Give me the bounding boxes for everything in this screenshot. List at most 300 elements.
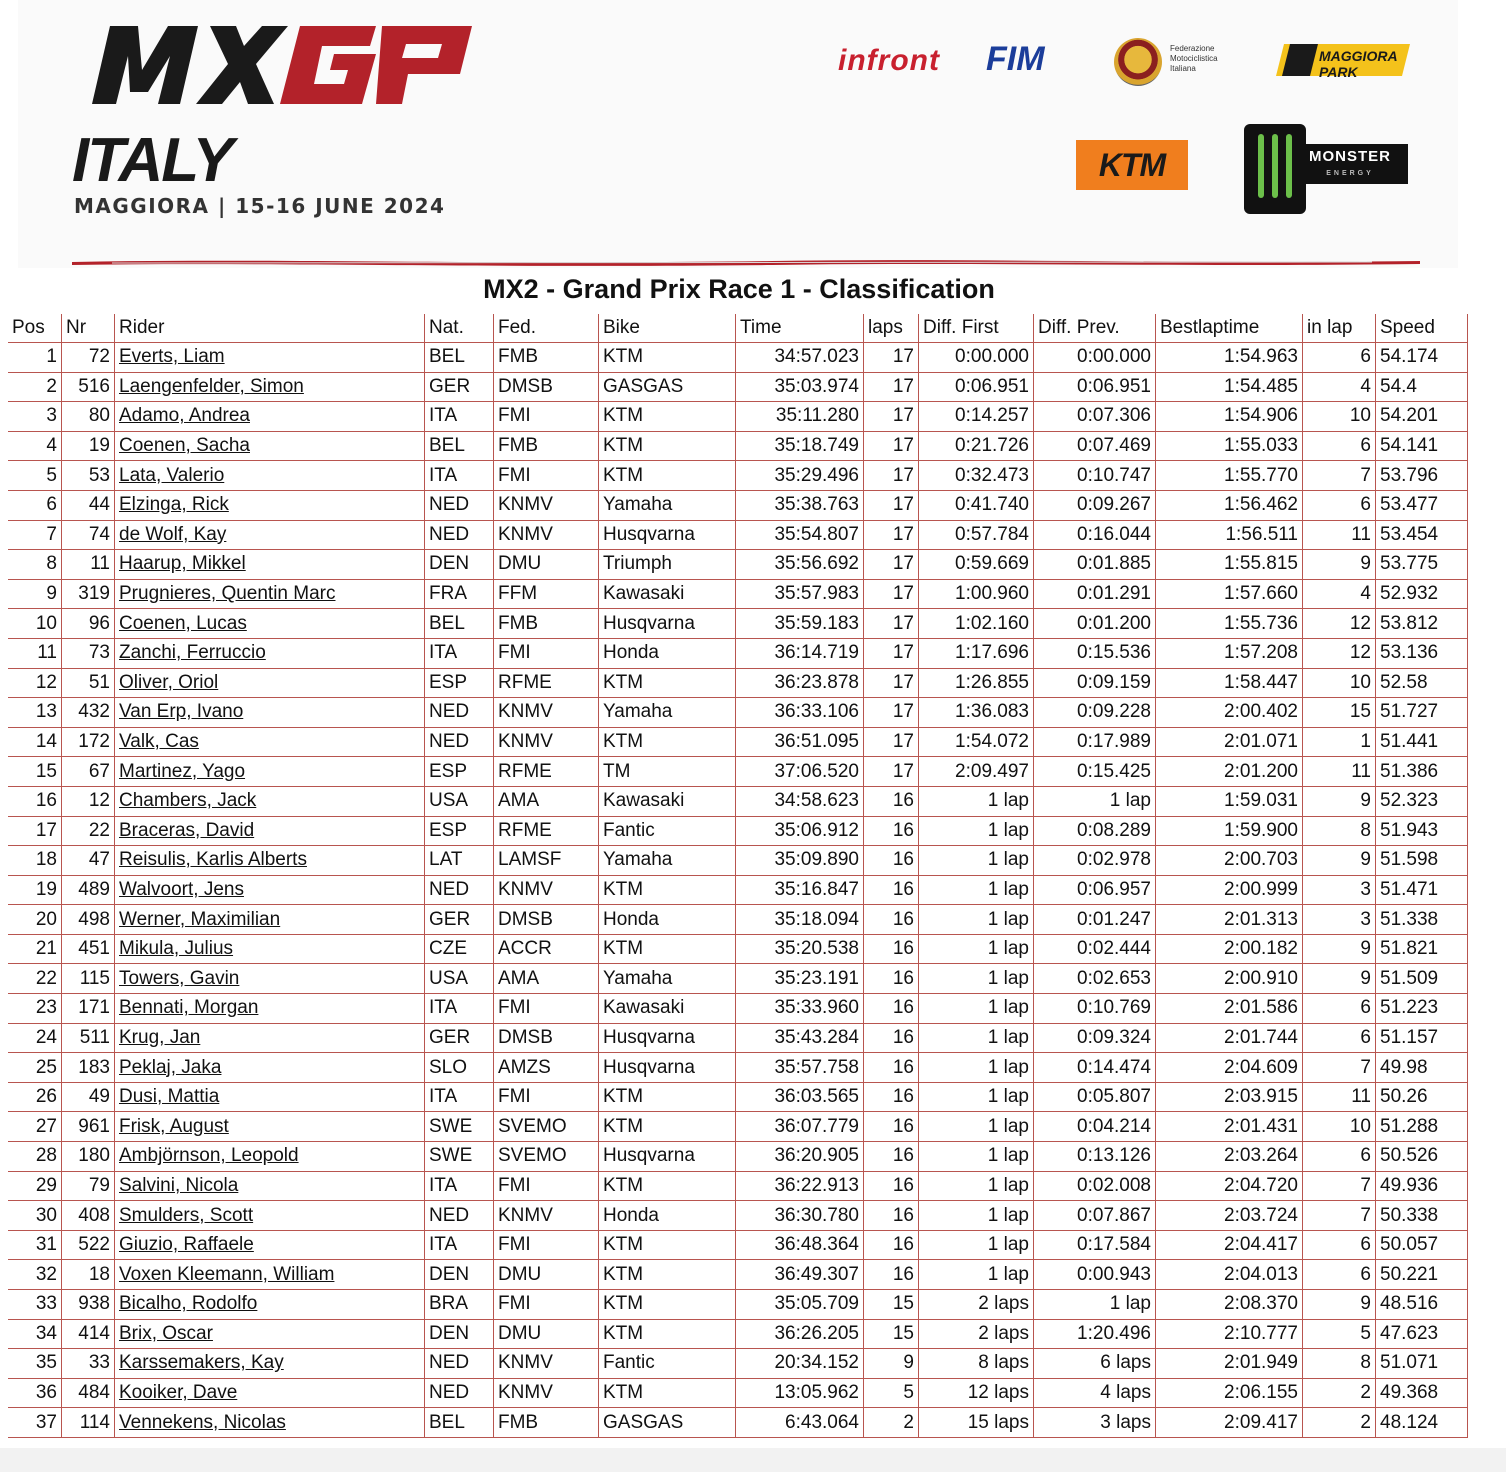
rider-link[interactable]: Werner, Maximilian [119,908,281,930]
table-row [8,757,1468,787]
cell-time: 36:51.095 [736,728,864,758]
cell-bestlaptime: 2:01.313 [1156,905,1303,935]
cell-nr: 79 [62,1172,115,1202]
cell-time: 35:54.807 [736,521,864,551]
header-divider-stripe [72,254,1420,270]
cell-laps: 2 [864,1408,919,1438]
rider-link[interactable]: Lata, Valerio [119,464,225,486]
cell-diff-first: 1:36.083 [919,698,1034,728]
cell-speed: 51.288 [1376,1112,1468,1142]
cell-diff-prev: 0:06.951 [1034,373,1156,403]
cell-pos: 22 [8,964,62,994]
cell-laps: 16 [864,1112,919,1142]
cell-diff-first: 1 lap [919,1260,1034,1290]
cell-bike: KTM [599,432,736,462]
cell-rider [115,609,425,639]
cell-pos: 5 [8,461,62,491]
rider-link[interactable]: Reisulis, Karlis Alberts [119,849,307,871]
fmi-logo-text: Federazione Motociclistica Italiana [1170,44,1218,73]
cell-bestlaptime: 2:03.264 [1156,1142,1303,1172]
cell-bike: KTM [599,1231,736,1261]
cell-speed: 54.201 [1376,402,1468,432]
cell-bike: KTM [599,1290,736,1320]
rider-link[interactable]: Voxen Kleemann, William [119,1263,335,1285]
cell-diff-prev: 0:07.306 [1034,402,1156,432]
rider-link[interactable]: Mikula, Julius [119,938,234,960]
table-row [8,1379,1468,1409]
cell-laps: 16 [864,1083,919,1113]
cell-bike: KTM [599,1112,736,1142]
table-row [8,817,1468,847]
cell-fed: FMB [494,1408,599,1438]
cell-time: 36:30.780 [736,1201,864,1231]
cell-in-lap: 2 [1303,1379,1376,1409]
cell-bestlaptime: 1:56.511 [1156,521,1303,551]
cell-pos: 31 [8,1231,62,1261]
cell-speed: 51.223 [1376,994,1468,1024]
cell-nat: NED [425,1379,494,1409]
cell-nr: 67 [62,757,115,787]
cell-fed: RFME [494,817,599,847]
rider-link[interactable]: Towers, Gavin [119,967,240,989]
cell-pos: 4 [8,432,62,462]
cell-nr: 414 [62,1320,115,1350]
cell-laps: 16 [864,817,919,847]
cell-bike: Husqvarna [599,1024,736,1054]
cell-bestlaptime: 2:01.586 [1156,994,1303,1024]
cell-rider [115,1408,425,1438]
cell-diff-prev: 0:07.469 [1034,432,1156,462]
rider-link[interactable]: Coenen, Lucas [119,612,247,634]
col-header-bestlaptime: Bestlaptime [1156,314,1303,343]
cell-in-lap: 11 [1303,521,1376,551]
rider-link[interactable]: Van Erp, Ivano [119,701,244,723]
cell-rider [115,994,425,1024]
cell-rider [115,669,425,699]
rider-link[interactable]: Prugnieres, Quentin Marc [119,583,336,605]
cell-rider [115,905,425,935]
rider-link[interactable]: Giuzio, Raffaele [119,1234,254,1256]
cell-time: 36:26.205 [736,1320,864,1350]
cell-bike: KTM [599,876,736,906]
rider-link[interactable]: Salvini, Nicola [119,1174,239,1196]
cell-bike: Husqvarna [599,609,736,639]
rider-link[interactable]: Vennekens, Nicolas [119,1411,286,1433]
cell-nr: 432 [62,698,115,728]
cell-time: 36:33.106 [736,698,864,728]
cell-nat: GER [425,1024,494,1054]
cell-in-lap: 3 [1303,905,1376,935]
cell-bike: Fantic [599,1349,736,1379]
cell-speed: 50.338 [1376,1201,1468,1231]
cell-speed: 51.598 [1376,846,1468,876]
cell-speed: 50.057 [1376,1231,1468,1261]
cell-bike: KTM [599,1172,736,1202]
cell-rider [115,1231,425,1261]
cell-nat: ESP [425,757,494,787]
cell-bestlaptime: 2:00.999 [1156,876,1303,906]
rider-link[interactable]: Dusi, Mattia [119,1086,220,1108]
cell-in-lap: 9 [1303,935,1376,965]
cell-diff-first: 2:09.497 [919,757,1034,787]
cell-in-lap: 12 [1303,639,1376,669]
rider-link[interactable]: Laengenfelder, Simon [119,375,304,397]
col-header-diff-first: Diff. First [919,314,1034,343]
cell-time: 35:33.960 [736,994,864,1024]
cell-bestlaptime: 1:55.815 [1156,550,1303,580]
cell-time: 35:09.890 [736,846,864,876]
cell-diff-prev: 0:02.444 [1034,935,1156,965]
cell-bestlaptime: 1:57.660 [1156,580,1303,610]
rider-link[interactable]: Chambers, Jack [119,790,257,812]
rider-link[interactable]: Peklaj, Jaka [119,1056,222,1078]
cell-nat: NED [425,698,494,728]
cell-rider [115,432,425,462]
rider-link[interactable]: Frisk, August [119,1115,229,1137]
cell-nr: 522 [62,1231,115,1261]
cell-speed: 49.368 [1376,1379,1468,1409]
cell-speed: 53.796 [1376,461,1468,491]
cell-nr: 12 [62,787,115,817]
cell-in-lap: 8 [1303,817,1376,847]
rider-link[interactable]: Zanchi, Ferruccio [119,642,266,664]
rider-link[interactable]: Krug, Jan [119,1026,201,1048]
cell-time: 36:49.307 [736,1260,864,1290]
cell-bestlaptime: 2:00.182 [1156,935,1303,965]
cell-speed: 49.936 [1376,1172,1468,1202]
cell-fed: KNMV [494,728,599,758]
cell-nr: 19 [62,432,115,462]
cell-bike: GASGAS [599,373,736,403]
cell-diff-prev: 1 lap [1034,1290,1156,1320]
cell-nr: 49 [62,1083,115,1113]
cell-bestlaptime: 1:54.906 [1156,402,1303,432]
cell-pos: 3 [8,402,62,432]
cell-time: 35:56.692 [736,550,864,580]
rider-link[interactable]: Ambjörnson, Leopold [119,1145,299,1167]
cell-fed: FMI [494,461,599,491]
page-bottom-band [0,1448,1506,1472]
cell-nat: SWE [425,1112,494,1142]
cell-bike: Kawasaki [599,787,736,817]
table-row [8,1260,1468,1290]
monster-energy-wordmark: MONSTER ENERGY [1292,144,1408,184]
cell-nr: 114 [62,1408,115,1438]
cell-rider [115,343,425,373]
cell-nat: NED [425,1201,494,1231]
rider-link[interactable]: Haarup, Mikkel [119,553,246,575]
cell-in-lap: 10 [1303,402,1376,432]
cell-nr: 44 [62,491,115,521]
table-row [8,876,1468,906]
cell-speed: 51.727 [1376,698,1468,728]
cell-in-lap: 9 [1303,1290,1376,1320]
cell-laps: 17 [864,609,919,639]
cell-nat: NED [425,728,494,758]
cell-rider [115,935,425,965]
monster-energy-logo [1244,124,1408,216]
rider-link[interactable]: Kooiker, Dave [119,1382,238,1404]
cell-in-lap: 4 [1303,580,1376,610]
cell-pos: 33 [8,1290,62,1320]
cell-pos: 7 [8,521,62,551]
cell-nr: 47 [62,846,115,876]
cell-pos: 21 [8,935,62,965]
cell-nat: ITA [425,1172,494,1202]
table-row [8,1349,1468,1379]
cell-speed: 51.821 [1376,935,1468,965]
cell-fed: FMI [494,402,599,432]
cell-pos: 11 [8,639,62,669]
cell-bestlaptime: 2:03.724 [1156,1201,1303,1231]
cell-fed: DMU [494,1320,599,1350]
cell-nr: 516 [62,373,115,403]
cell-speed: 48.124 [1376,1408,1468,1438]
classification-table-body [8,343,1468,1438]
cell-laps: 16 [864,1024,919,1054]
cell-in-lap: 6 [1303,1024,1376,1054]
cell-diff-prev: 0:01.291 [1034,580,1156,610]
ktm-logo: KTM [1076,140,1188,190]
cell-in-lap: 6 [1303,1260,1376,1290]
cell-in-lap: 2 [1303,1408,1376,1438]
cell-bike: Honda [599,1201,736,1231]
cell-laps: 16 [864,787,919,817]
rider-link[interactable]: Coenen, Sacha [119,435,250,457]
cell-bike: KTM [599,402,736,432]
cell-rider [115,1260,425,1290]
cell-diff-prev: 0:02.978 [1034,846,1156,876]
cell-diff-prev: 1 lap [1034,787,1156,817]
cell-nat: ESP [425,817,494,847]
cell-speed: 51.943 [1376,817,1468,847]
rider-link[interactable]: Martinez, Yago [119,760,246,782]
cell-time: 36:23.878 [736,669,864,699]
cell-speed: 51.471 [1376,876,1468,906]
cell-nr: 171 [62,994,115,1024]
cell-diff-prev: 0:09.267 [1034,491,1156,521]
cell-speed: 51.509 [1376,964,1468,994]
cell-speed: 54.174 [1376,343,1468,373]
col-header-rider: Rider [115,314,425,343]
rider-link[interactable]: Walvoort, Jens [119,878,244,900]
cell-bestlaptime: 2:04.417 [1156,1231,1303,1261]
table-row [8,343,1468,373]
rider-link[interactable]: Oliver, Oriol [119,671,219,693]
rider-link[interactable]: Karssemakers, Kay [119,1352,284,1374]
fmi-seal-icon [1114,38,1162,86]
cell-fed: DMSB [494,373,599,403]
cell-speed: 52.323 [1376,787,1468,817]
cell-pos: 37 [8,1408,62,1438]
cell-nat: ESP [425,669,494,699]
cell-laps: 17 [864,550,919,580]
cell-bike: Yamaha [599,964,736,994]
event-banner [18,0,1458,268]
col-header-nr: Nr [62,314,115,343]
cell-rider [115,757,425,787]
cell-fed: KNMV [494,876,599,906]
rider-link[interactable]: Bicalho, Rodolfo [119,1293,258,1315]
report-title: MX2 - Grand Prix Race 1 - Classification [483,274,995,304]
cell-rider [115,817,425,847]
cell-laps: 17 [864,757,919,787]
cell-diff-prev: 0:14.474 [1034,1053,1156,1083]
cell-bike: TM [599,757,736,787]
cell-time: 35:18.094 [736,905,864,935]
cell-laps: 16 [864,1260,919,1290]
cell-bike: KTM [599,1083,736,1113]
rider-link[interactable]: Everts, Liam [119,346,225,368]
cell-in-lap: 6 [1303,1231,1376,1261]
cell-bestlaptime: 2:04.720 [1156,1172,1303,1202]
cell-nr: 319 [62,580,115,610]
cell-in-lap: 9 [1303,550,1376,580]
event-venue-date: MAGGIORA | 15-16 JUNE 2024 [74,194,446,218]
cell-fed: FMI [494,1290,599,1320]
cell-in-lap: 1 [1303,728,1376,758]
table-row [8,402,1468,432]
cell-diff-prev: 0:05.807 [1034,1083,1156,1113]
cell-rider [115,1290,425,1320]
cell-rider [115,402,425,432]
cell-bestlaptime: 2:10.777 [1156,1320,1303,1350]
cell-fed: FMI [494,1083,599,1113]
cell-diff-prev: 0:09.159 [1034,669,1156,699]
cell-pos: 26 [8,1083,62,1113]
cell-bike: KTM [599,1320,736,1350]
cell-nr: 938 [62,1290,115,1320]
rider-link[interactable]: Valk, Cas [119,731,199,753]
cell-bike: KTM [599,343,736,373]
cell-diff-first: 1:02.160 [919,609,1034,639]
cell-nr: 172 [62,728,115,758]
rider-link[interactable]: Brix, Oscar [119,1322,213,1344]
cell-time: 36:07.779 [736,1112,864,1142]
cell-nr: 484 [62,1379,115,1409]
cell-diff-first: 12 laps [919,1379,1034,1409]
cell-diff-first: 0:41.740 [919,491,1034,521]
cell-bestlaptime: 2:01.949 [1156,1349,1303,1379]
cell-nr: 80 [62,402,115,432]
cell-nat: GER [425,373,494,403]
rider-link[interactable]: Smulders, Scott [119,1204,254,1226]
fim-logo: FIM [986,40,1045,78]
cell-laps: 16 [864,1053,919,1083]
cell-time: 36:20.905 [736,1142,864,1172]
cell-nr: 22 [62,817,115,847]
cell-fed: ACCR [494,935,599,965]
table-row [8,846,1468,876]
cell-fed: RFME [494,669,599,699]
cell-pos: 1 [8,343,62,373]
cell-diff-prev: 0:10.769 [1034,994,1156,1024]
cell-bestlaptime: 2:03.915 [1156,1083,1303,1113]
rider-link[interactable]: de Wolf, Kay [119,523,227,545]
cell-time: 35:18.749 [736,432,864,462]
rider-link[interactable]: Bennati, Morgan [119,997,259,1019]
cell-nat: NED [425,876,494,906]
cell-rider [115,964,425,994]
table-row [8,580,1468,610]
cell-nat: ITA [425,1083,494,1113]
cell-diff-first: 1 lap [919,1201,1034,1231]
cell-nat: ITA [425,994,494,1024]
cell-in-lap: 6 [1303,994,1376,1024]
cell-bike: Husqvarna [599,1053,736,1083]
cell-bike: KTM [599,728,736,758]
cell-diff-first: 8 laps [919,1349,1034,1379]
cell-diff-prev: 0:01.885 [1034,550,1156,580]
table-row [8,1142,1468,1172]
cell-diff-first: 1 lap [919,817,1034,847]
table-row [8,994,1468,1024]
cell-time: 35:23.191 [736,964,864,994]
cell-in-lap: 12 [1303,609,1376,639]
cell-bike: Yamaha [599,698,736,728]
cell-diff-first: 1 lap [919,1142,1034,1172]
cell-rider [115,1201,425,1231]
cell-in-lap: 8 [1303,1349,1376,1379]
table-row [8,1112,1468,1142]
col-header-nat: Nat. [425,314,494,343]
cell-bike: Yamaha [599,846,736,876]
cell-speed: 51.441 [1376,728,1468,758]
cell-bike: KTM [599,935,736,965]
cell-speed: 52.932 [1376,580,1468,610]
col-header-diff-prev: Diff. Prev. [1034,314,1156,343]
cell-speed: 53.136 [1376,639,1468,669]
table-header-row [8,314,1468,343]
cell-time: 36:14.719 [736,639,864,669]
table-row [8,1053,1468,1083]
cell-bestlaptime: 1:54.963 [1156,343,1303,373]
cell-nat: BRA [425,1290,494,1320]
cell-bike: Husqvarna [599,521,736,551]
cell-time: 35:16.847 [736,876,864,906]
table-row [8,905,1468,935]
cell-nr: 408 [62,1201,115,1231]
cell-time: 36:22.913 [736,1172,864,1202]
rider-link[interactable]: Adamo, Andrea [119,405,250,427]
cell-in-lap: 7 [1303,1053,1376,1083]
cell-nr: 74 [62,521,115,551]
rider-link[interactable]: Elzinga, Rick [119,494,229,516]
cell-laps: 16 [864,1201,919,1231]
rider-link[interactable]: Braceras, David [119,819,255,841]
cell-diff-first: 1 lap [919,1053,1034,1083]
cell-diff-first: 1 lap [919,787,1034,817]
cell-laps: 16 [864,905,919,935]
cell-time: 37:06.520 [736,757,864,787]
cell-in-lap: 7 [1303,461,1376,491]
col-header-fed: Fed. [494,314,599,343]
cell-time: 20:34.152 [736,1349,864,1379]
cell-laps: 17 [864,698,919,728]
cell-bestlaptime: 2:01.200 [1156,757,1303,787]
table-row [8,609,1468,639]
cell-diff-prev: 0:16.044 [1034,521,1156,551]
cell-time: 34:58.623 [736,787,864,817]
cell-fed: KNMV [494,1349,599,1379]
cell-nr: 498 [62,905,115,935]
cell-diff-first: 1 lap [919,1024,1034,1054]
col-header-in-lap: in lap [1303,314,1376,343]
cell-diff-first: 1 lap [919,994,1034,1024]
cell-pos: 15 [8,757,62,787]
cell-nr: 115 [62,964,115,994]
cell-nr: 53 [62,461,115,491]
